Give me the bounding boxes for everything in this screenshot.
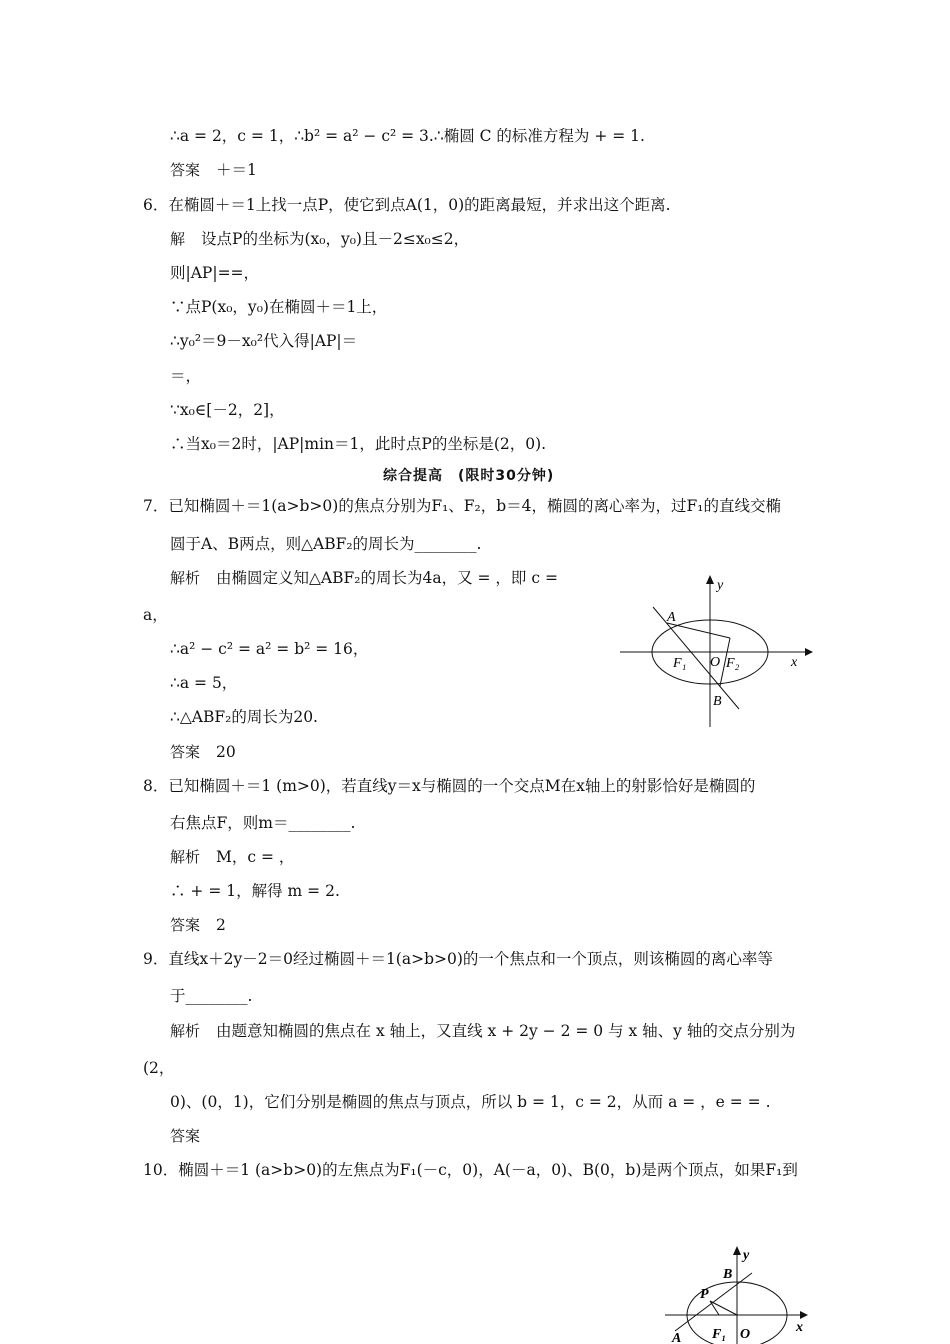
analysis-line: 解析 M，c = ，	[170, 848, 295, 866]
answer-label: 答案	[170, 916, 201, 934]
text-line: 则|AP|==，	[170, 264, 260, 282]
origin-label: O	[710, 655, 721, 670]
question-6: 6．在椭圆＋＝1上找一点P，使它到点A(1，0)的距离最短，并求出这个距离.	[143, 196, 671, 214]
analysis-line: 解析 由题意知椭圆的焦点在 x 轴上，又直线 x + 2y − 2 = 0 与 x 轴、y 轴的交点分别为	[170, 1022, 796, 1040]
analysis-label: 解析	[170, 569, 201, 587]
line-ab	[675, 1273, 752, 1331]
text-line: ∴△ABF₂的周长为20.	[170, 708, 318, 726]
x-label: x	[791, 655, 798, 670]
text-line: a，	[143, 606, 168, 624]
text-line: 0)、(0，1)，它们分别是椭圆的焦点与顶点，所以 b = 1，c = 2，从而 a = ，e = = .	[170, 1093, 771, 1111]
point-a-label: A	[672, 1331, 682, 1344]
question-7: 7．已知椭圆＋＝1(a>b>0)的焦点分别为F₁、F₂，b＝4，椭圆的离心率为，过F₁的直线交椭	[143, 497, 782, 515]
analysis-line: 解析 由椭圆定义知△ABF₂的周长为4a，又 = ，即 c =	[170, 569, 558, 587]
text-line: ∴a = 2，c = 1，∴b² = a² − c² = 3.∴椭圆 C 的标准方程为 + = 1.	[170, 127, 645, 145]
origin-label: O	[740, 1327, 751, 1342]
x-label: x	[796, 1320, 803, 1335]
analysis-label: 解析	[170, 1022, 201, 1040]
question-8: 8．已知椭圆＋＝1 (m>0)，若直线y＝x与椭圆的一个交点M在x轴上的射影恰好是椭圆的	[143, 777, 756, 795]
text-line: ∴a = 5，	[170, 674, 238, 692]
answer-label: 答案	[170, 743, 201, 761]
solution-line: 解 设点P的坐标为(x₀，y₀)且－2≤x₀≤2，	[170, 230, 470, 248]
text-line: ∴a² − c² = a² = b² = 16，	[170, 640, 369, 658]
point-b-label: B	[713, 694, 722, 709]
y-axis-arrow	[733, 1246, 741, 1255]
point-b-label: B	[723, 1267, 733, 1282]
point-a-label: A	[667, 610, 676, 625]
y-label: y	[717, 578, 724, 593]
analysis-label: 解析	[170, 848, 201, 866]
focus-f1-label: F₁	[712, 1327, 727, 1342]
text-line: ∴当x₀＝2时，|AP|min＝1，此时点P的坐标是(2，0).	[170, 435, 547, 453]
solution-label: 解	[170, 230, 186, 248]
focus-f2-label: F₂	[726, 656, 740, 671]
segment-af2	[667, 623, 730, 638]
question-9: 9．直线x＋2y－2＝0经过椭圆＋＝1(a>b>0)的一个焦点和一个顶点，则该椭圆的离心率等	[143, 950, 773, 968]
text-line: ＝，	[170, 367, 202, 385]
answer-label: 答案	[170, 1127, 201, 1145]
text-line: ∵点P(x₀，y₀)在椭圆＋＝1上，	[170, 298, 388, 316]
text-line: ∴y₀²＝9－x₀²代入得|AP|＝	[170, 332, 358, 350]
answer-label: 答案	[170, 161, 201, 179]
y-label: y	[743, 1248, 750, 1263]
ellipse-figure-1	[615, 572, 815, 732]
answer-line	[170, 1126, 216, 1146]
point-p-label: P	[700, 1287, 709, 1302]
question-10: 10．椭圆＋＝1 (a>b>0)的左焦点为F₁(－c，0)，A(－a，0)、B(0，b)是两个顶点，如果F₁到	[143, 1161, 798, 1179]
text-line: 右焦点F，则m＝________.	[170, 814, 356, 832]
answer-line: 答案 20	[170, 743, 236, 761]
x-axis-arrow	[800, 1311, 808, 1319]
answer-line: 答案 ＋＝1	[170, 161, 257, 179]
x-axis-arrow	[805, 648, 813, 656]
focus-f1-label: F₁	[673, 656, 687, 671]
y-axis-arrow	[706, 575, 714, 584]
text-line: ∵x₀∈[－2，2]，	[170, 401, 285, 419]
answer-line: 答案 2	[170, 916, 226, 934]
text-line: 于________.	[170, 987, 253, 1005]
section-title: 综合提高 (限时30分钟)	[383, 468, 555, 484]
text-line: (2，	[143, 1059, 175, 1077]
ellipse-figure-2	[660, 1243, 815, 1344]
text-line: ∴ + = 1，解得 m = 2.	[170, 882, 340, 900]
text-line: 圆于A、B两点，则△ABF₂的周长为________.	[170, 535, 482, 553]
